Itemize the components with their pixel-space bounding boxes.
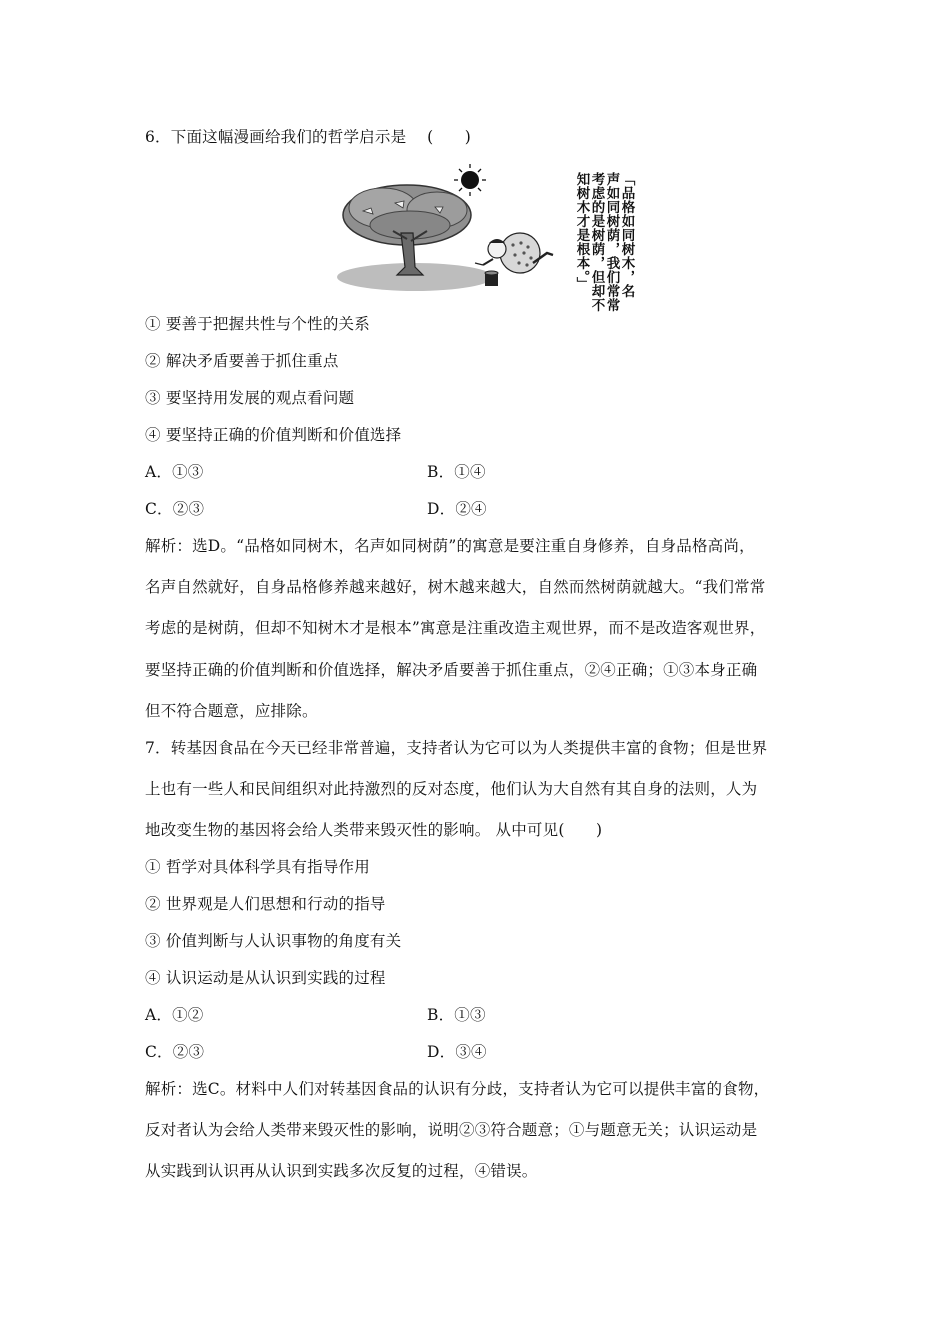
q6-option-a: A．①③: [145, 463, 204, 481]
q7-item-1: ① 哲学对具体科学具有指导作用: [145, 858, 370, 876]
q7-item-2: ② 世界观是人们思想和行动的指导: [145, 895, 386, 913]
q6-option-b: B．①④: [427, 463, 486, 481]
q7-stem-line-1: 7．转基因食品在今天已经非常普遍，支持者认为它可以为人类提供丰富的食物；但是世界: [145, 739, 768, 757]
q6-item-1: ① 要善于把握共性与个性的关系: [145, 315, 370, 333]
q6-option-d: D．②④: [427, 500, 487, 518]
q6-item-3: ③ 要坚持用发展的观点看问题: [145, 389, 355, 407]
q7-stem-line-2: 上也有一些人和民间组织对此持激烈的反对态度，他们认为大自然有其自身的法则，人为: [145, 780, 758, 798]
q6-analysis-line-2: 名声自然就好，自身品格修养越来越好，树木越来越大，自然而然树荫就越大。“我们常常: [145, 578, 766, 596]
painter-figure: [475, 233, 553, 273]
cartoon-caption-line-4: 知树木才是根本。」: [573, 172, 590, 292]
q6-item-2: ② 解决矛盾要善于抓住重点: [145, 352, 339, 370]
q7-option-c: C．②③: [145, 1043, 205, 1061]
q7-analysis-line-3: 从实践到认识再从认识到实践多次反复的过程，④错误。: [145, 1162, 538, 1180]
q7-option-a: A．①②: [145, 1006, 204, 1024]
q6-analysis-line-1: 解析：选D。“品格如同树木，名声如同树荫”的寓意是要注重自身修养，自身品格高尚，: [145, 537, 755, 555]
q6-analysis-line-5: 但不符合题意，应排除。: [145, 702, 318, 720]
q7-option-b: B．①③: [427, 1006, 486, 1024]
q7-analysis-line-1: 解析：选C。材料中人们对转基因食品的认识有分歧，支持者认为它可以提供丰富的食物，: [145, 1080, 770, 1098]
q6-stem: 6．下面这幅漫画给我们的哲学启示是 ( ): [145, 128, 471, 146]
q6-analysis-line-3: 考虑的是树荫，但却不知树木才是根本”寓意是注重改造主观世界，而不是改造客观世界，: [145, 619, 766, 637]
q6-option-c: C．②③: [145, 500, 205, 518]
q6-analysis-line-4: 要坚持正确的价值判断和价值选择，解决矛盾要善于抓住重点，②④正确；①③本身正确: [145, 661, 758, 679]
cartoon-caption-line-1: 「品格如同树木，名: [618, 172, 635, 298]
q7-option-d: D．③④: [427, 1043, 487, 1061]
q6-item-4: ④ 要坚持正确的价值判断和价值选择: [145, 426, 402, 444]
paint-bucket-icon: [485, 271, 498, 286]
q7-item-4: ④ 认识运动是从认识到实践的过程: [145, 969, 386, 987]
q7-analysis-line-2: 反对者认为会给人类带来毁灭性的影响，说明②③符合题意；①与题意无关；认识运动是: [145, 1121, 758, 1139]
cartoon-illustration: [335, 163, 565, 301]
cartoon-caption-line-3: 考虑的是树荫，但却不: [588, 172, 605, 312]
sun-icon: [454, 164, 486, 196]
cartoon-caption-line-2: 声如同树荫，我们常常: [603, 172, 620, 312]
q7-stem-line-3: 地改变生物的基因将会给人类带来毁灭性的影响。 从中可见( ): [145, 821, 603, 839]
q7-item-3: ③ 价值判断与人认识事物的角度有关: [145, 932, 402, 950]
